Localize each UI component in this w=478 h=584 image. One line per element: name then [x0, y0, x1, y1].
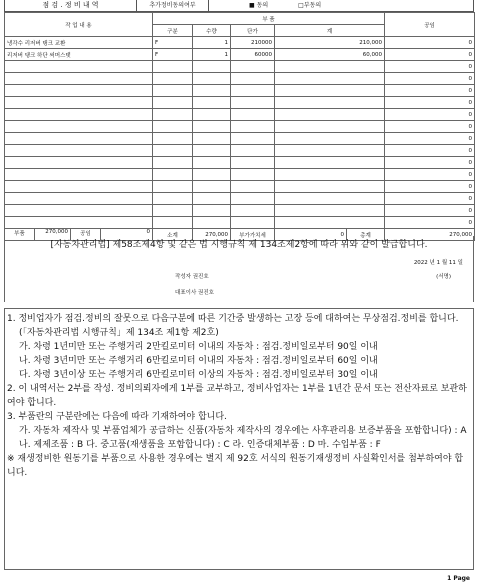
- writer: 작성자 권진호: [175, 274, 209, 280]
- legal-section: [4, 236, 474, 302]
- note-3: 3. 부품란의 구분란에는 다음에 따라 기재하여야 합니다.: [7, 412, 227, 422]
- top-strip: [4, 0, 474, 12]
- table-row: [5, 181, 475, 193]
- part-unit-price: [231, 61, 275, 73]
- table-row: [5, 109, 475, 121]
- part-total: [275, 61, 385, 73]
- note-1b: 가. 차령 1년미만 또는 주행거리 2만킬로미터 이내의 자동차 : 점검.정비일로부터 90일 이내: [19, 342, 378, 352]
- parts-total: 270,000: [35, 229, 71, 240]
- part-quantity: [193, 73, 231, 85]
- header-labor: 공임: [385, 13, 475, 37]
- table-row: [5, 145, 475, 157]
- header-type: 구분: [153, 25, 193, 37]
- legal-text: [자동차관리법] 제58조제4항 및 같은 법 시행규칙 제 134조제2항에 따라 위와 같이 발급합니다.: [50, 240, 428, 250]
- ceo: 대표이사 권진호: [175, 290, 214, 296]
- labor-cost: 0: [385, 97, 475, 109]
- part-type: [153, 205, 193, 217]
- part-unit-price: [231, 85, 275, 97]
- work-description: [5, 109, 153, 121]
- work-description: [5, 217, 153, 229]
- part-quantity: 1: [193, 49, 231, 61]
- part-quantity: [193, 97, 231, 109]
- part-quantity: [193, 205, 231, 217]
- table-row: [5, 37, 475, 49]
- subtotal-value: 270,000: [193, 229, 231, 241]
- labor-label: 공임: [71, 229, 101, 240]
- part-quantity: [193, 121, 231, 133]
- labor-cost: 0: [385, 193, 475, 205]
- note-4: ※ 재생정비한 원동기를 부품으로 사용한 경우에는 별지 제 92호 서식의 원동기재생정비 사실확인서를 첨부하여야 합니다.: [7, 454, 464, 478]
- grand-total-label: 총계: [347, 229, 385, 241]
- part-total: [275, 217, 385, 229]
- table-row: [5, 73, 475, 85]
- part-total: [275, 133, 385, 145]
- part-total: [275, 85, 385, 97]
- table-row: [5, 157, 475, 169]
- work-items-table: [4, 12, 475, 241]
- consent-label: 추가정비동의여부: [137, 0, 209, 11]
- part-type: [153, 61, 193, 73]
- labor-cost: 0: [385, 157, 475, 169]
- table-row: [5, 49, 475, 61]
- table-row: [5, 121, 475, 133]
- labor-cost: 0: [385, 205, 475, 217]
- part-quantity: [193, 181, 231, 193]
- table-row: [5, 169, 475, 181]
- work-description: [5, 61, 153, 73]
- parts-label: 부품: [5, 229, 35, 240]
- part-unit-price: [231, 169, 275, 181]
- work-description: 리저버 탱크 하단 써머스탯: [5, 49, 153, 61]
- part-quantity: [193, 133, 231, 145]
- part-type: [153, 121, 193, 133]
- labor-cost: 0: [385, 109, 475, 121]
- part-unit-price: [231, 109, 275, 121]
- part-unit-price: 60000: [231, 49, 275, 61]
- part-total: [275, 181, 385, 193]
- part-total: 210,000: [275, 37, 385, 49]
- work-description: [5, 157, 153, 169]
- labor-cost: 0: [385, 217, 475, 229]
- work-description: [5, 73, 153, 85]
- signature-mark: (서명): [436, 274, 451, 280]
- part-unit-price: [231, 133, 275, 145]
- part-quantity: [193, 61, 231, 73]
- part-type: [153, 169, 193, 181]
- part-type: [153, 97, 193, 109]
- part-total: [275, 145, 385, 157]
- part-total: [275, 193, 385, 205]
- work-description: [5, 121, 153, 133]
- header-work: 작 업 내 용: [5, 13, 153, 37]
- work-description: [5, 181, 153, 193]
- table-row: [5, 61, 475, 73]
- work-description: 냉각수 리저버 탱크 교환: [5, 37, 153, 49]
- part-type: F: [153, 49, 193, 61]
- part-quantity: [193, 217, 231, 229]
- vat-label: 부가가치세: [231, 229, 275, 241]
- labor-cost: 0: [385, 73, 475, 85]
- work-description: [5, 85, 153, 97]
- labor-total: 0: [146, 229, 150, 235]
- work-description: [5, 97, 153, 109]
- part-type: [153, 109, 193, 121]
- part-unit-price: [231, 97, 275, 109]
- part-unit-price: [231, 145, 275, 157]
- table-row: [5, 205, 475, 217]
- issue-date: 2022 년 1 월 11 일: [413, 260, 463, 266]
- table-row: [5, 193, 475, 205]
- signature-area: [5, 252, 473, 302]
- notes-section: [4, 308, 474, 570]
- disagree-checkbox[interactable]: □부동의: [298, 2, 322, 9]
- subtotal-label: 소계: [153, 229, 193, 241]
- work-description: [5, 193, 153, 205]
- header-total: 계: [275, 25, 385, 37]
- labor-cost: 0: [385, 145, 475, 157]
- part-unit-price: [231, 157, 275, 169]
- note-1a: (「자동차관리법 시행규칙」제 134조 제1항 제2호): [19, 328, 219, 338]
- part-total: [275, 205, 385, 217]
- labor-cost: 0: [385, 121, 475, 133]
- part-quantity: [193, 85, 231, 97]
- part-quantity: [193, 145, 231, 157]
- section-title: 점 검 . 정 비 내 역: [5, 0, 137, 11]
- labor-cost: 0: [385, 37, 475, 49]
- table-row: [5, 133, 475, 145]
- note-2: 2. 이 내역서는 2부를 작성. 정비의뢰자에게 1부를 교부하고, 정비사업자는 1부를 1년간 문서 또는 전산자료로 보관하여야 합니다.: [7, 384, 467, 408]
- work-description: [5, 145, 153, 157]
- part-type: F: [153, 37, 193, 49]
- table-row: [5, 217, 475, 229]
- header-unit: 단가: [231, 25, 275, 37]
- note-1: 1. 정비업자가 점검.정비의 잘못으로 다음구분에 따른 기간중 발생하는 고장 등에 대하여는 무상점검.정비를 합니다.: [7, 314, 459, 324]
- part-type: [153, 133, 193, 145]
- header-qty: 수량: [193, 25, 231, 37]
- note-1d: 다. 차령 3년이상 또는 주행거리 6만킬로미터 이상의 자동차 : 점검.정비일로부터 30일 이내: [19, 370, 378, 380]
- part-type: [153, 73, 193, 85]
- part-type: [153, 193, 193, 205]
- part-total: [275, 97, 385, 109]
- part-total: 60,000: [275, 49, 385, 61]
- labor-cost: 0: [385, 133, 475, 145]
- part-quantity: [193, 193, 231, 205]
- page-number: 1 Page: [447, 575, 470, 582]
- part-quantity: 1: [193, 37, 231, 49]
- part-total: [275, 169, 385, 181]
- part-total: [275, 121, 385, 133]
- note-3b: 나. 제제조품 : B 다. 중고품(재생품을 포함합니다) : C 라. 인증대체부품 : D 마. 수입부품 : F: [19, 440, 381, 450]
- table-row: [5, 85, 475, 97]
- note-3a: 가. 자동차 제작사 및 부품업체가 공급하는 신품(자동차 제작사의 경우에는 사후관리용 보증부품을 포함합니다) : A: [19, 426, 467, 436]
- part-quantity: [193, 109, 231, 121]
- vat-value: 0: [275, 229, 347, 241]
- part-unit-price: [231, 181, 275, 193]
- part-unit-price: [231, 193, 275, 205]
- part-unit-price: [231, 121, 275, 133]
- part-quantity: [193, 157, 231, 169]
- part-type: [153, 85, 193, 97]
- labor-cost: 0: [385, 85, 475, 97]
- part-total: [275, 73, 385, 85]
- labor-cost: 0: [385, 61, 475, 73]
- part-total: [275, 157, 385, 169]
- part-unit-price: [231, 205, 275, 217]
- note-1c: 나. 차령 3년미만 또는 주행거리 6만킬로미터 이내의 자동차 : 점검.정비일로부터 60일 이내: [19, 356, 378, 366]
- part-type: [153, 157, 193, 169]
- part-type: [153, 217, 193, 229]
- part-type: [153, 181, 193, 193]
- part-type: [153, 145, 193, 157]
- part-total: [275, 109, 385, 121]
- agree-checkbox[interactable]: ■ 동의: [249, 2, 269, 9]
- part-unit-price: [231, 217, 275, 229]
- grand-total-value: 270,000: [385, 229, 475, 241]
- part-quantity: [193, 169, 231, 181]
- part-unit-price: 210000: [231, 37, 275, 49]
- labor-cost: 0: [385, 169, 475, 181]
- part-unit-price: [231, 73, 275, 85]
- labor-cost: 0: [385, 49, 475, 61]
- table-row: [5, 97, 475, 109]
- header-parts: 부 품: [153, 13, 385, 25]
- work-description: [5, 133, 153, 145]
- labor-cost: 0: [385, 181, 475, 193]
- consent-options: [209, 0, 473, 11]
- work-description: [5, 169, 153, 181]
- work-description: [5, 205, 153, 217]
